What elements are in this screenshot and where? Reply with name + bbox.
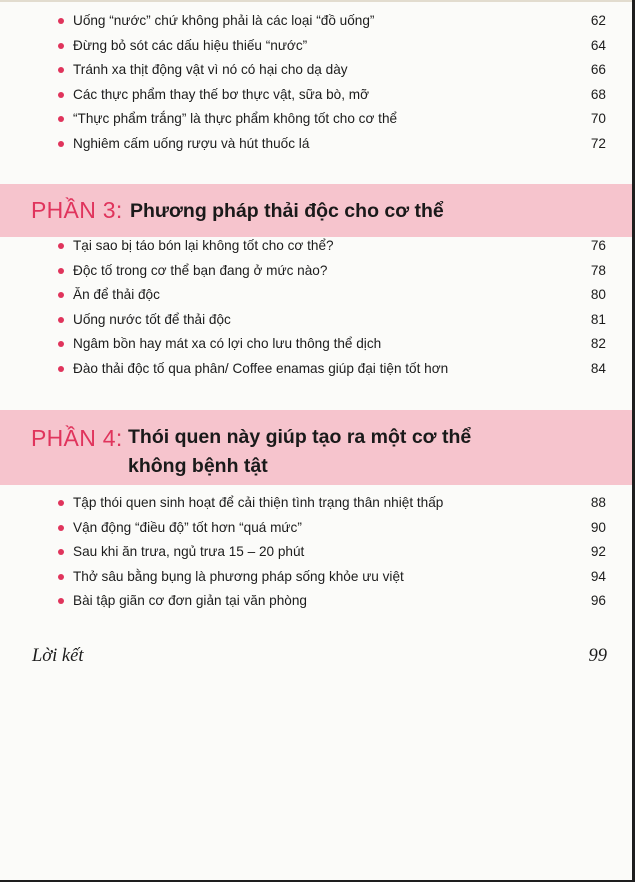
toc-entry [0,34,632,59]
toc-entry [0,491,632,516]
bullet-icon [58,292,64,298]
bullet-icon [58,366,64,372]
bullet-icon [58,116,64,122]
toc-entry-page-number: 64 [590,37,606,53]
toc-entry-title: Ăn để thải độc [73,287,160,302]
toc-entry-title: Ngâm bồn hay mát xa có lợi cho lưu thông thể dịch [73,336,382,351]
toc-entry [0,357,632,382]
part4-header [0,410,632,485]
part3-header [0,184,632,237]
bullet-icon [58,268,64,274]
bullet-icon [58,43,64,49]
toc-entry-title: “Thực phẩm trắng” là thực phẩm không tốt cho cơ thể [73,111,398,126]
toc-entry [0,9,632,34]
toc-entry [0,107,632,132]
toc-entry-page-number: 92 [590,544,606,559]
toc-entry-title: Các thực phẩm thay thế bơ thực vật, sữa bò, mỡ [73,86,369,102]
toc-entry-title: Tránh xa thịt động vật vì nó có hại cho dạ dày [73,62,348,77]
bullet-icon [58,317,64,323]
toc-entry-page-number: 76 [590,238,606,253]
bullet-icon [58,92,64,98]
toc-entry-title: Uống nước tốt để thải độc [73,311,231,327]
toc-entry-page-number: 84 [590,360,606,376]
toc-entry [0,234,632,259]
bullet-icon [58,500,64,506]
toc-entry [0,83,632,108]
part3-title: Phương pháp thải độc cho cơ thể [130,200,444,222]
closing-page-number: 99 [588,646,607,666]
part4-title-line2: không bệnh tật [128,455,268,477]
part4-list [0,491,632,614]
toc-entry-page-number: 94 [590,568,606,584]
toc-entry [0,259,632,284]
bullet-icon [58,141,64,147]
top-edge [0,0,632,2]
toc-entry-page-number: 81 [590,311,606,327]
closing-entry [32,643,607,669]
toc-entry [0,58,632,83]
bullet-icon [58,574,64,580]
toc-entry [0,540,632,565]
toc-entry-page-number: 80 [590,287,606,302]
bullet-icon [58,598,64,604]
section2-list [0,9,632,156]
toc-entry [0,516,632,541]
toc-entry-title: Độc tố trong cơ thể bạn đang ở mức nào? [73,262,328,278]
toc-entry-page-number: 96 [590,593,606,608]
toc-entry [0,308,632,333]
toc-entry-page-number: 62 [590,13,606,28]
part4-label: PHẦN 4: [31,425,123,451]
toc-entry-title: Uống “nước” chứ không phải là các loại “đồ uống” [73,13,375,28]
toc-entry-page-number: 82 [590,336,606,351]
toc-entry-title: Tại sao bị táo bón lại không tốt cho cơ thể? [73,238,334,253]
toc-entry-page-number: 66 [590,62,606,77]
toc-entry [0,565,632,590]
toc-entry-title: Đào thải độc tố qua phân/ Coffee enamas giúp đại tiện tốt hơn [73,360,449,376]
bullet-icon [58,67,64,73]
toc-entry-title: Vận động “điều độ” tốt hơn “quá mức” [73,519,302,535]
part3-list [0,234,632,381]
toc-entry-title: Thở sâu bằng bụng là phương pháp sống khỏe ưu việt [73,568,404,584]
toc-entry-page-number: 72 [590,135,606,151]
toc-entry-title: Bài tập giãn cơ đơn giản tại văn phòng [73,593,307,608]
part4-title-line1: Thói quen này giúp tạo ra một cơ thể [128,426,472,448]
toc-entry-page-number: 68 [590,86,606,102]
toc-entry [0,332,632,357]
bullet-icon [58,18,64,24]
bullet-icon [58,341,64,347]
bullet-icon [58,243,64,249]
toc-entry-page-number: 88 [590,495,606,510]
bullet-icon [58,525,64,531]
toc-entry-title: Tập thói quen sinh hoạt để cải thiện tình trạng thân nhiệt thấp [73,495,444,510]
toc-entry-page-number: 90 [590,519,606,535]
toc-entry [0,132,632,157]
toc-entry [0,283,632,308]
toc-entry-title: Nghiêm cấm uống rượu và hút thuốc lá [73,135,310,151]
closing-label: Lời kết [32,646,84,666]
toc-entry [0,589,632,614]
bullet-icon [58,549,64,555]
toc-entry-page-number: 70 [590,111,606,126]
toc-entry-title: Đừng bỏ sót các dấu hiệu thiếu “nước” [73,37,308,53]
part3-label: PHẦN 3: [31,197,123,223]
toc-entry-page-number: 78 [590,262,606,278]
toc-entry-title: Sau khi ăn trưa, ngủ trưa 15 – 20 phút [73,544,305,559]
